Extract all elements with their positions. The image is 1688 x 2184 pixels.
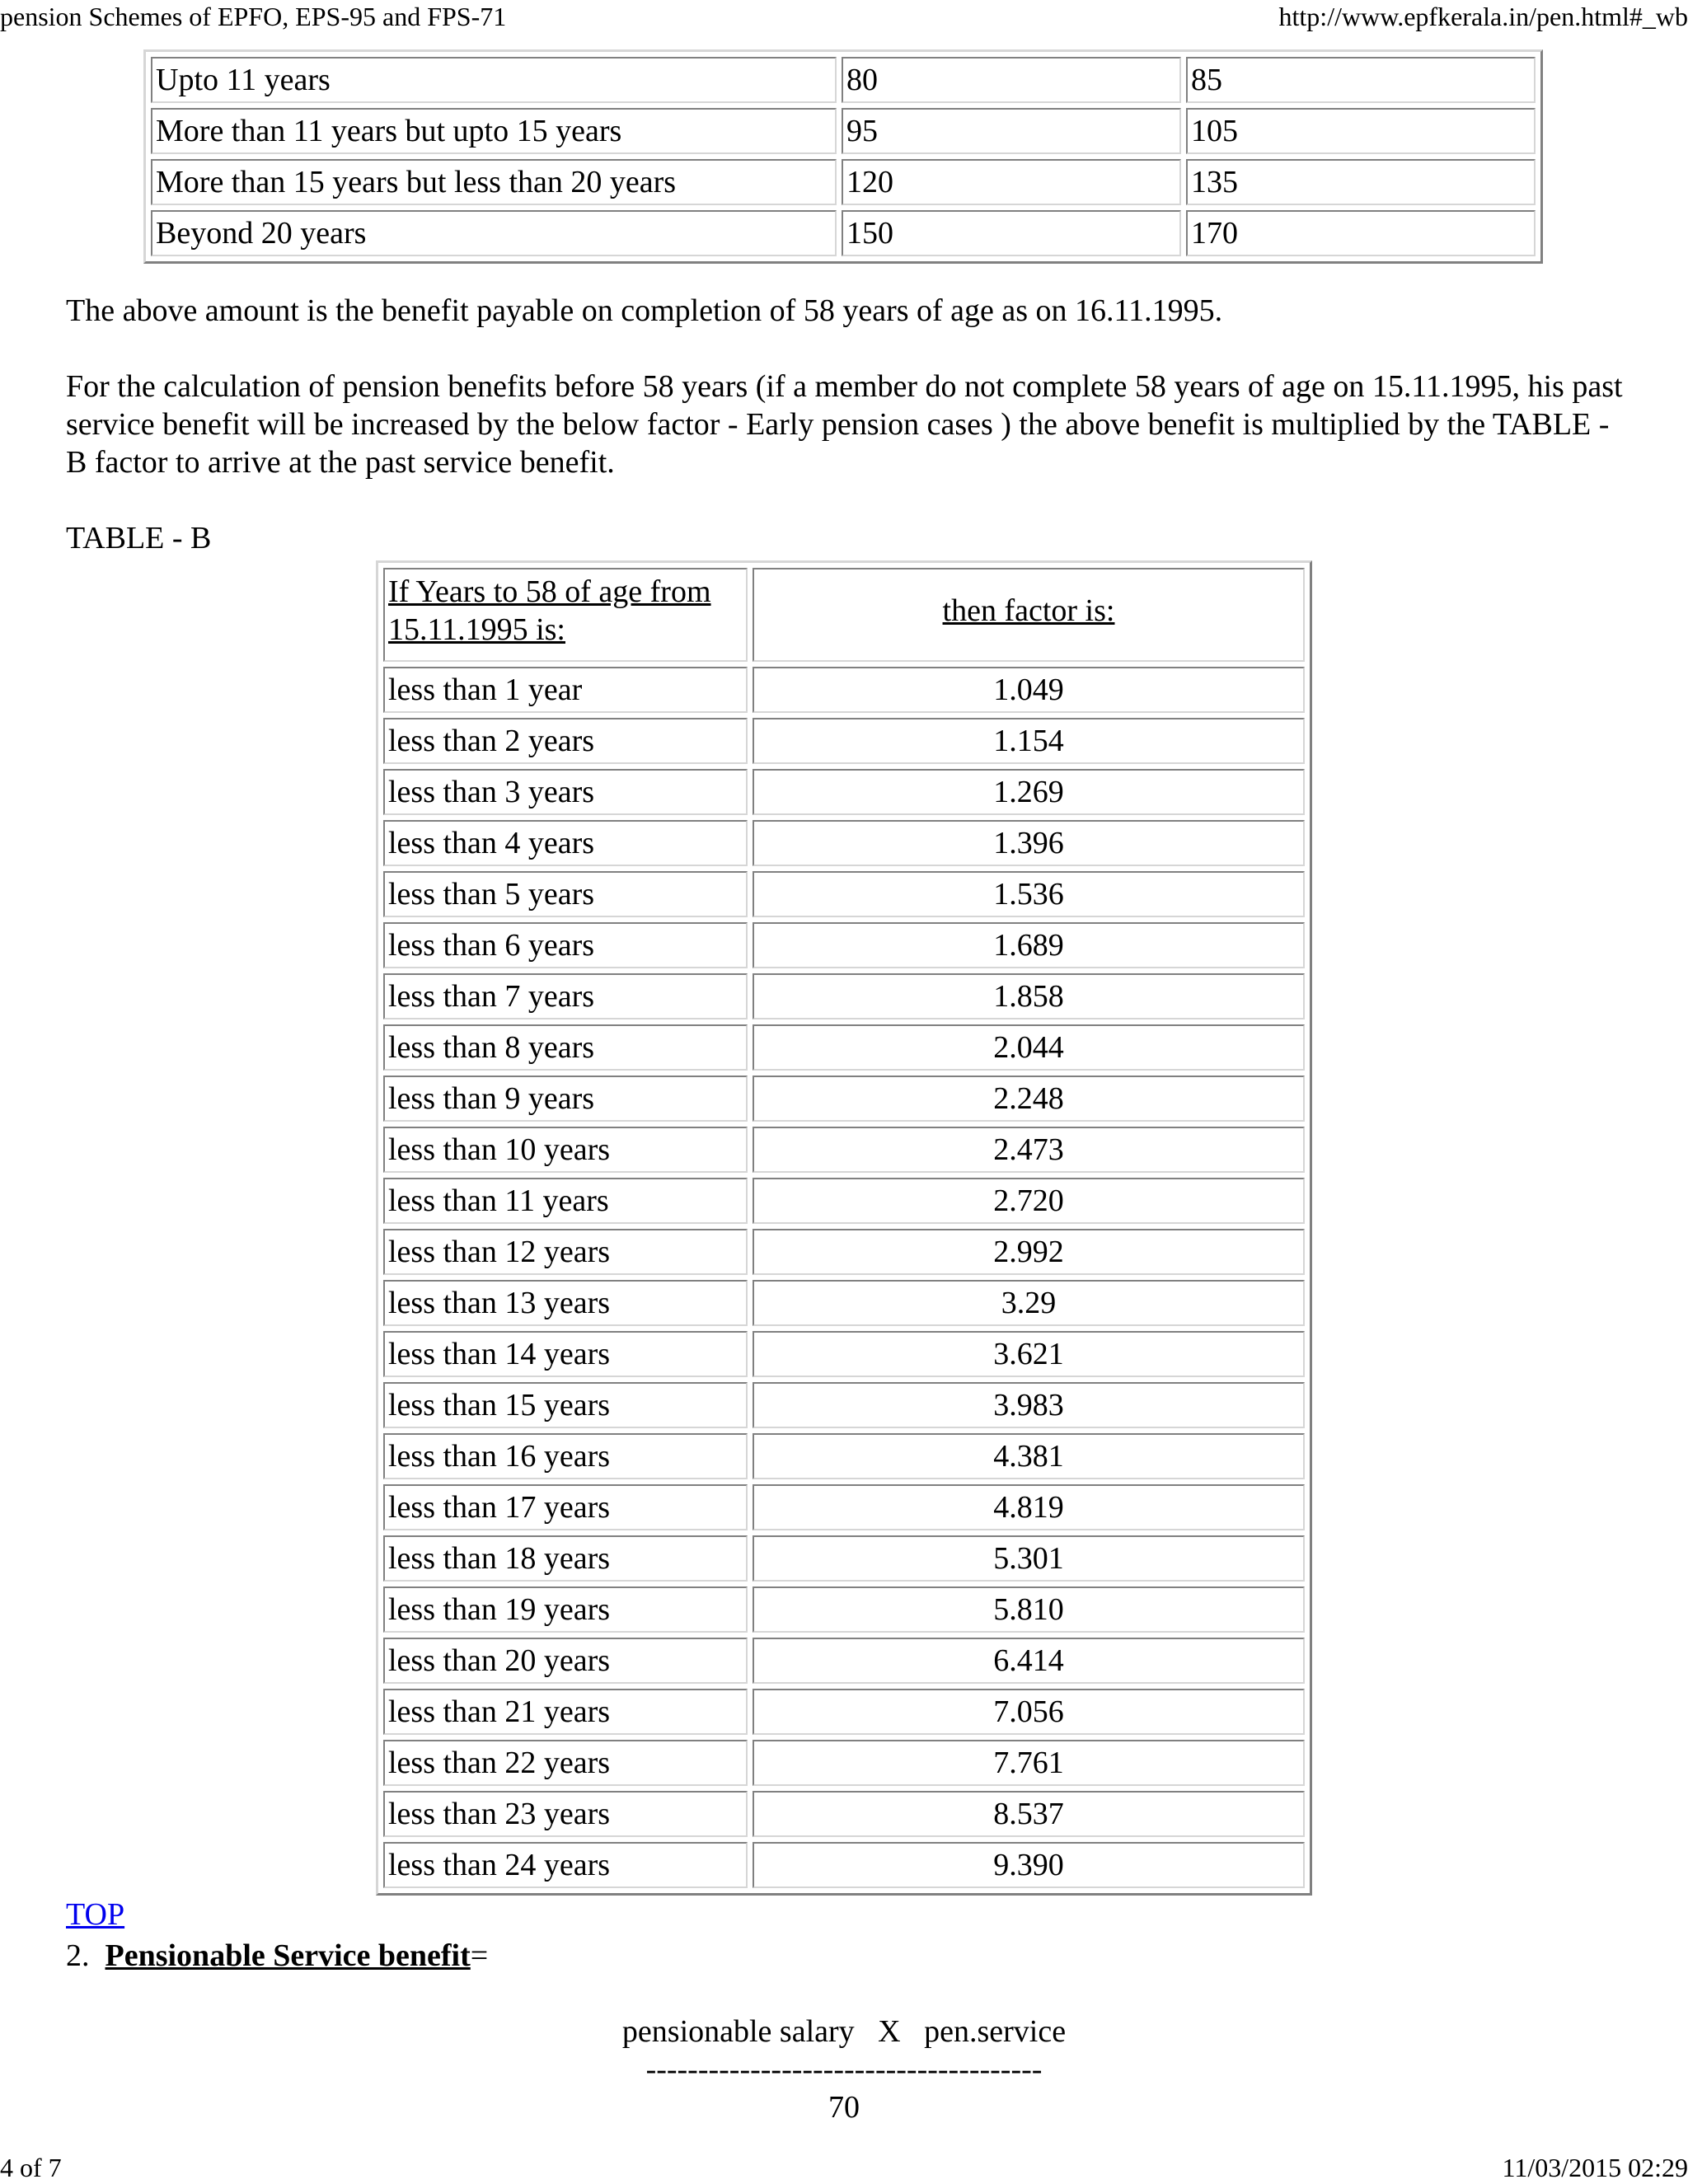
table-b-row <box>383 1178 1305 1224</box>
table-b-years-cell: less than 17 years <box>383 1484 748 1530</box>
table-b-years-cell: less than 16 years <box>383 1433 748 1479</box>
table-b-years-cell: less than 7 years <box>383 973 748 1019</box>
table-a-row <box>151 57 1536 103</box>
table-b-years-cell: less than 10 years <box>383 1127 748 1173</box>
table-b-factor-cell: 1.154 <box>753 718 1305 764</box>
top-link[interactable]: TOP <box>66 1897 125 1932</box>
header-url: http://www.epfkerala.in/pen.html#_wb <box>1278 2 1688 31</box>
table-b-factor-cell: 4.381 <box>753 1433 1305 1479</box>
table-b-row <box>383 1433 1305 1479</box>
table-b-row <box>383 1024 1305 1071</box>
table-b-factor-cell: 6.414 <box>753 1638 1305 1684</box>
table-b-years-cell: less than 13 years <box>383 1280 748 1326</box>
table-a-cell: 80 <box>842 57 1181 103</box>
table-b-factor-cell: 1.269 <box>753 769 1305 815</box>
table-b-years-cell: less than 20 years <box>383 1638 748 1684</box>
table-b-years-cell: less than 1 year <box>383 667 748 713</box>
table-b-years-cell: less than 18 years <box>383 1535 748 1582</box>
table-b-row <box>383 1382 1305 1428</box>
table-b-factor-cell: 3.29 <box>753 1280 1305 1326</box>
table-b-factor-cell: 7.761 <box>753 1740 1305 1786</box>
section-2-heading <box>66 1937 488 1975</box>
table-a-cell: 105 <box>1186 108 1536 154</box>
table-a-cell: 95 <box>842 108 1181 154</box>
section-2-number: 2. <box>66 1938 90 1973</box>
table-b-row <box>383 820 1305 866</box>
table-b-years-cell: less than 21 years <box>383 1689 748 1735</box>
table-b-years-cell: less than 15 years <box>383 1382 748 1428</box>
table-b-header-factor: then factor is: <box>753 568 1305 662</box>
table-a-cell: 120 <box>842 159 1181 205</box>
table-b-row <box>383 1229 1305 1275</box>
table-b-row <box>383 1689 1305 1735</box>
table-b-years-cell: less than 23 years <box>383 1791 748 1837</box>
table-b-factor-cell: 9.390 <box>753 1842 1305 1888</box>
table-a-cell: Upto 11 years <box>151 57 837 103</box>
table-a-row <box>151 108 1536 154</box>
table-b-factor-cell: 2.248 <box>753 1076 1305 1122</box>
table-b-factor-cell: 8.537 <box>753 1791 1305 1837</box>
table-b-years-cell: less than 4 years <box>383 820 748 866</box>
table-b-row <box>383 1638 1305 1684</box>
table-a-row <box>151 159 1536 205</box>
table-a-row <box>151 210 1536 256</box>
table-b-factor-cell: 2.992 <box>753 1229 1305 1275</box>
table-b-factor-cell: 7.056 <box>753 1689 1305 1735</box>
table-b-factor-cell: 1.689 <box>753 922 1305 968</box>
table-b-factor-cell: 2.473 <box>753 1127 1305 1173</box>
table-a <box>143 49 1543 264</box>
formula-numerator: pensionable salary X pen.service <box>621 2014 1067 2049</box>
table-b-row <box>383 1791 1305 1837</box>
section-2-title: Pensionable Service benefit <box>105 1938 471 1973</box>
table-b-years-cell: less than 8 years <box>383 1024 748 1071</box>
table-a-cell: 135 <box>1186 159 1536 205</box>
table-a-cell: 85 <box>1186 57 1536 103</box>
table-b-header-row <box>383 568 1305 662</box>
table-b-factor-cell: 3.621 <box>753 1331 1305 1377</box>
formula-divider: -------------------------------------- <box>645 2052 1043 2087</box>
table-a-cell: 150 <box>842 210 1181 256</box>
table-b-row <box>383 1484 1305 1530</box>
table-a-cell: Beyond 20 years <box>151 210 837 256</box>
table-b-row <box>383 973 1305 1019</box>
table-b <box>376 560 1312 1896</box>
table-b-years-cell: less than 11 years <box>383 1178 748 1224</box>
table-b-years-cell: less than 22 years <box>383 1740 748 1786</box>
table-a-cell: More than 11 years but upto 15 years <box>151 108 837 154</box>
table-b-factor-cell: 1.396 <box>753 820 1305 866</box>
table-b-years-cell: less than 9 years <box>383 1076 748 1122</box>
formula-denominator: 70 <box>828 2090 860 2125</box>
table-b-factor-cell: 2.044 <box>753 1024 1305 1071</box>
table-b-years-cell: less than 12 years <box>383 1229 748 1275</box>
footer-page: 4 of 7 <box>0 2153 62 2182</box>
header-title: pension Schemes of EPFO, EPS-95 and FPS-71 <box>0 2 507 31</box>
footer-timestamp: 11/03/2015 02:29 <box>1502 2153 1688 2182</box>
table-b-factor-cell: 2.720 <box>753 1178 1305 1224</box>
table-a-cell: 170 <box>1186 210 1536 256</box>
paragraph-benefit-note: The above amount is the benefit payable on completion of 58 years of age as on 16.11.1995. <box>66 293 1223 328</box>
table-b-row <box>383 1586 1305 1633</box>
table-b-factor-cell: 5.810 <box>753 1586 1305 1633</box>
table-b-row <box>383 1842 1305 1888</box>
table-b-years-cell: less than 24 years <box>383 1842 748 1888</box>
table-b-row <box>383 769 1305 815</box>
table-b-years-cell: less than 3 years <box>383 769 748 815</box>
table-b-row <box>383 718 1305 764</box>
table-b-factor-cell: 3.983 <box>753 1382 1305 1428</box>
table-b-row <box>383 922 1305 968</box>
table-b-factor-cell: 1.858 <box>753 973 1305 1019</box>
table-b-row <box>383 1076 1305 1122</box>
table-a-cell: More than 15 years but less than 20 years <box>151 159 837 205</box>
table-b-factor-cell: 1.049 <box>753 667 1305 713</box>
table-b-years-cell: less than 5 years <box>383 871 748 917</box>
table-b-label: TABLE - B <box>66 521 212 555</box>
table-b-factor-cell: 4.819 <box>753 1484 1305 1530</box>
paragraph-early-pension: For the calculation of pension benefits before 58 years (if a member do not complete 58 years of age on 15.11.1995, his past service benefit will be increased by the below factor - Early pension cases ) the above benefit is multiplied by the TABLE - B factor to arrive at the past service benefit. <box>66 369 1623 480</box>
table-b-row <box>383 1280 1305 1326</box>
table-b-factor-cell: 5.301 <box>753 1535 1305 1582</box>
table-b-years-cell: less than 2 years <box>383 718 748 764</box>
section-2-suffix: = <box>470 1938 489 1973</box>
table-b-row <box>383 1331 1305 1377</box>
table-b-years-cell: less than 14 years <box>383 1331 748 1377</box>
table-b-row <box>383 1740 1305 1786</box>
table-b-row <box>383 667 1305 713</box>
table-b-years-cell: less than 6 years <box>383 922 748 968</box>
table-b-header-years: If Years to 58 of age from 15.11.1995 is: <box>383 568 748 662</box>
table-b-row <box>383 1535 1305 1582</box>
table-b-years-cell: less than 19 years <box>383 1586 748 1633</box>
table-b-factor-cell: 1.536 <box>753 871 1305 917</box>
table-b-row <box>383 871 1305 917</box>
table-b-row <box>383 1127 1305 1173</box>
